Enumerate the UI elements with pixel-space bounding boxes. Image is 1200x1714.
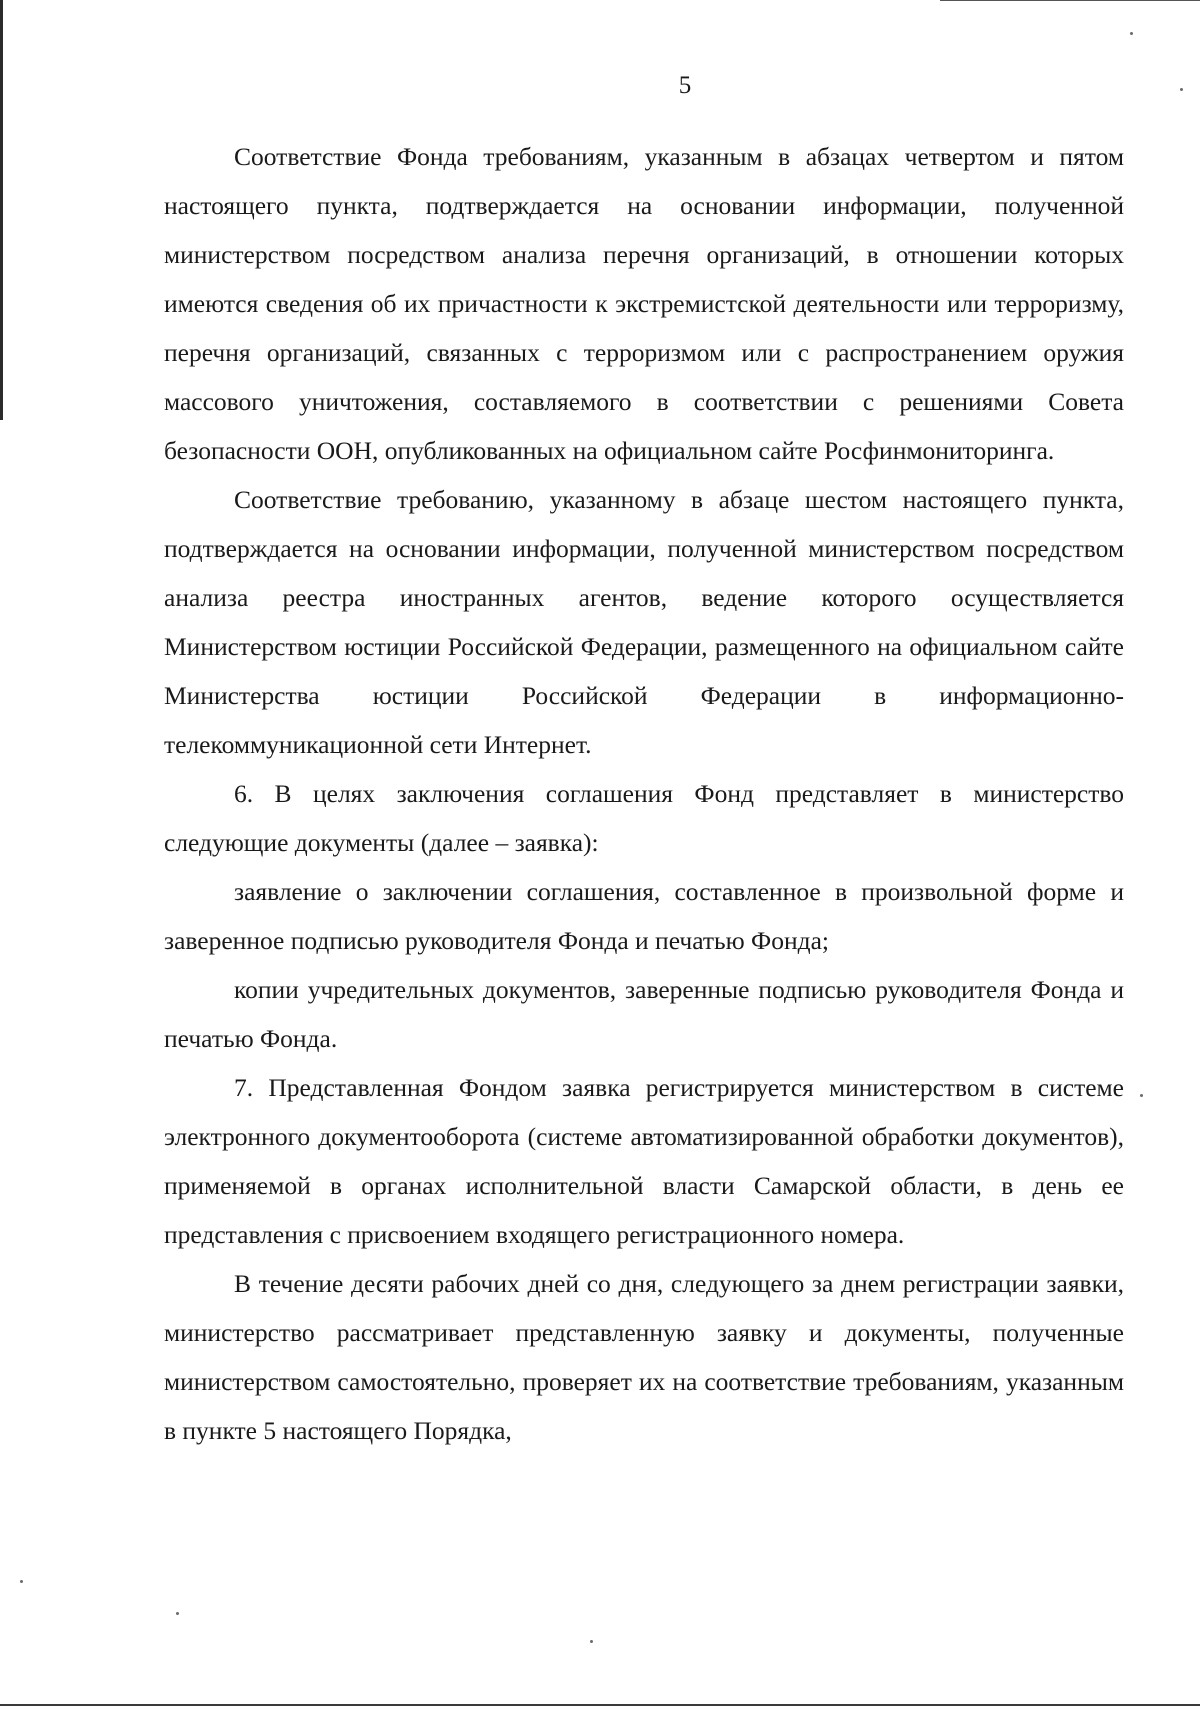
page-number: 5 [678,72,692,99]
scan-speck [1130,32,1133,35]
scan-edge-left [0,0,3,420]
paragraph-agreement-statement: заявление о заключении соглашения, составленное в произвольной форме и заверенное подписью руководителя Фонда и печатью Фонда; [164,877,1124,955]
paragraph-review-period: В течение десяти рабочих дней со дня, следующего за днем регистрации заявки, министерство рассматривает представленную заявку и документы, полученные министерством самостоятельно, проверяет их на соответствие требованиям, указанным в пункте 5 настоящего Порядка, [164,1269,1124,1445]
scan-speck [1140,1094,1143,1097]
scan-speck [590,1640,593,1643]
paragraph-foreign-agents-registry: Соответствие требованию, указанному в абзаце шестом настоящего пункта, подтверждается на основании информации, полученной министерством посредством анализа реестра иностранных агентов, ведение которого осуществляется Министерством юстиции Российской Федерации, размещенного на официальном сайте Министерства юстиции Российской Федерации в информационно-телекоммуникационной сети Интернет. [164,485,1124,759]
paragraph-fund-compliance-extremism: Соответствие Фонда требованиям, указанным в абзацах четвертом и пятом настоящего пункта, подтверждается на основании информации, полученной министерством посредством анализа перечня организаций, в отношении которых имеются сведения об их причастности к экстремистской деятельности или терроризму, перечня организаций, связанных с терроризмом или с распространением оружия массового уничтожения, составляемого в соответствии с решениями Совета безопасности ООН, опубликованных на официальном сайте Росфинмониторинга. [164,142,1124,465]
scan-edge-top [940,0,1200,1]
scan-speck [176,1612,179,1615]
paragraph-item-6-application: 6. В целях заключения соглашения Фонд представляет в министерство следующие документы (далее – заявка): [164,779,1124,857]
scan-speck [20,1580,23,1583]
paragraph-founding-documents: копии учредительных документов, заверенные подписью руководителя Фонда и печатью Фонда. [164,975,1124,1053]
scan-speck [1180,88,1183,91]
paragraph-item-7-registration: 7. Представленная Фондом заявка регистрируется министерством в системе электронного документооборота (системе автоматизированной обработки документов), применяемой в органах исполнительной власти Самарской области, в день ее представления с присвоением входящего регистрационного номера. [164,1073,1124,1249]
scan-edge-bottom [0,1704,1200,1706]
document-body [164,132,1124,1455]
